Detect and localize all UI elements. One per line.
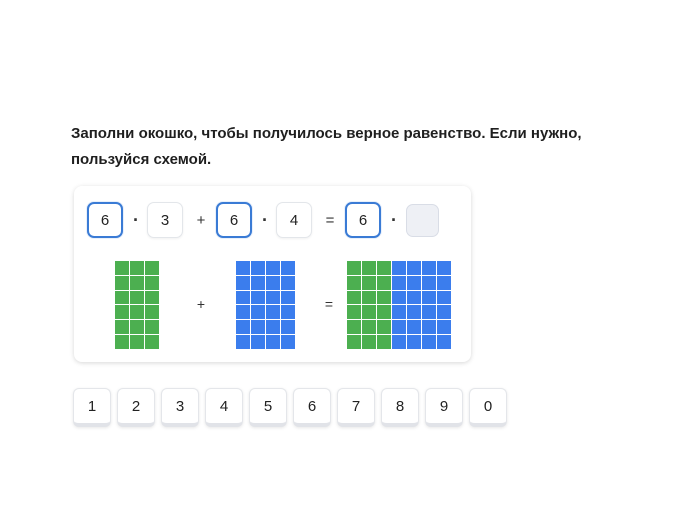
unit-square bbox=[115, 305, 129, 319]
unit-square bbox=[115, 335, 129, 349]
unit-square bbox=[362, 291, 376, 305]
unit-square bbox=[115, 291, 129, 305]
multiply-sign-1: · bbox=[133, 209, 139, 230]
keypad-key-5[interactable]: 5 bbox=[249, 388, 287, 427]
unit-square bbox=[407, 261, 421, 275]
unit-square bbox=[145, 261, 159, 275]
factor-box-d: 4 bbox=[276, 202, 312, 238]
unit-square bbox=[130, 291, 144, 305]
unit-square bbox=[130, 335, 144, 349]
unit-square bbox=[422, 335, 436, 349]
unit-square bbox=[437, 335, 451, 349]
scheme-grid-green bbox=[115, 261, 159, 349]
unit-square bbox=[236, 276, 250, 290]
scheme-equals-sign: = bbox=[324, 296, 334, 312]
unit-square bbox=[145, 276, 159, 290]
unit-square bbox=[281, 276, 295, 290]
unit-square bbox=[115, 276, 129, 290]
scheme-grid-blue bbox=[236, 261, 295, 349]
unit-square bbox=[347, 291, 361, 305]
unit-square bbox=[437, 320, 451, 334]
unit-square bbox=[362, 320, 376, 334]
factor-box-a: 6 bbox=[87, 202, 123, 238]
keypad-key-7[interactable]: 7 bbox=[337, 388, 375, 427]
plus-sign: + bbox=[196, 211, 206, 229]
unit-square bbox=[362, 305, 376, 319]
keypad-key-4[interactable]: 4 bbox=[205, 388, 243, 427]
keypad-key-8[interactable]: 8 bbox=[381, 388, 419, 427]
unit-square bbox=[407, 305, 421, 319]
keypad-key-2[interactable]: 2 bbox=[117, 388, 155, 427]
unit-square bbox=[362, 276, 376, 290]
unit-square bbox=[407, 335, 421, 349]
unit-square bbox=[115, 320, 129, 334]
unit-square bbox=[251, 261, 265, 275]
unit-square bbox=[422, 261, 436, 275]
unit-square bbox=[145, 305, 159, 319]
unit-square bbox=[377, 261, 391, 275]
unit-square bbox=[377, 305, 391, 319]
unit-square bbox=[407, 276, 421, 290]
unit-square bbox=[377, 320, 391, 334]
unit-square bbox=[392, 335, 406, 349]
unit-square bbox=[266, 261, 280, 275]
scheme-grid-combined bbox=[347, 261, 451, 349]
unit-square bbox=[130, 261, 144, 275]
multiply-sign-2: · bbox=[262, 209, 268, 230]
unit-square bbox=[347, 276, 361, 290]
answer-input-box[interactable] bbox=[406, 204, 439, 237]
multiply-sign-3: · bbox=[391, 209, 397, 230]
unit-square bbox=[130, 320, 144, 334]
unit-square bbox=[422, 305, 436, 319]
unit-square bbox=[251, 276, 265, 290]
scheme-plus-sign: + bbox=[196, 296, 206, 312]
unit-square bbox=[266, 335, 280, 349]
unit-square bbox=[236, 291, 250, 305]
unit-square bbox=[266, 291, 280, 305]
unit-square bbox=[281, 335, 295, 349]
unit-square bbox=[115, 261, 129, 275]
unit-square bbox=[236, 261, 250, 275]
unit-square bbox=[392, 276, 406, 290]
unit-square bbox=[347, 261, 361, 275]
task-prompt bbox=[71, 121, 631, 173]
unit-square bbox=[251, 291, 265, 305]
unit-square bbox=[362, 261, 376, 275]
unit-square bbox=[266, 320, 280, 334]
keypad-key-0[interactable]: 0 bbox=[469, 388, 507, 427]
unit-square bbox=[281, 261, 295, 275]
unit-square bbox=[347, 335, 361, 349]
factor-box-c: 6 bbox=[216, 202, 252, 238]
unit-square bbox=[377, 335, 391, 349]
unit-square bbox=[251, 320, 265, 334]
unit-square bbox=[347, 320, 361, 334]
unit-square bbox=[422, 320, 436, 334]
unit-square bbox=[266, 276, 280, 290]
unit-square bbox=[281, 305, 295, 319]
unit-square bbox=[377, 276, 391, 290]
unit-square bbox=[145, 291, 159, 305]
equals-sign: = bbox=[325, 211, 335, 229]
unit-square bbox=[377, 291, 391, 305]
factor-box-e: 6 bbox=[345, 202, 381, 238]
unit-square bbox=[407, 320, 421, 334]
number-keypad bbox=[73, 388, 507, 427]
task-text-line-1: Заполни окошко, чтобы получилось верное равенство. Если нужно, bbox=[71, 125, 582, 142]
unit-square bbox=[266, 305, 280, 319]
task-text-line-2: пользуйся схемой. bbox=[71, 151, 212, 168]
unit-square bbox=[407, 291, 421, 305]
unit-square bbox=[422, 291, 436, 305]
unit-square bbox=[281, 291, 295, 305]
unit-square bbox=[392, 261, 406, 275]
unit-square bbox=[437, 291, 451, 305]
unit-square bbox=[437, 305, 451, 319]
unit-square bbox=[422, 276, 436, 290]
unit-square bbox=[236, 320, 250, 334]
unit-square bbox=[281, 320, 295, 334]
equation-card bbox=[74, 186, 471, 362]
unit-square bbox=[130, 276, 144, 290]
keypad-key-6[interactable]: 6 bbox=[293, 388, 331, 427]
keypad-key-1[interactable]: 1 bbox=[73, 388, 111, 427]
unit-square bbox=[145, 335, 159, 349]
unit-square bbox=[437, 261, 451, 275]
unit-square bbox=[392, 305, 406, 319]
unit-square bbox=[437, 276, 451, 290]
unit-square bbox=[392, 291, 406, 305]
unit-square bbox=[392, 320, 406, 334]
unit-square bbox=[145, 320, 159, 334]
keypad-key-3[interactable]: 3 bbox=[161, 388, 199, 427]
factor-box-b: 3 bbox=[147, 202, 183, 238]
unit-square bbox=[251, 335, 265, 349]
unit-square bbox=[236, 335, 250, 349]
unit-square bbox=[362, 335, 376, 349]
unit-square bbox=[130, 305, 144, 319]
unit-square bbox=[251, 305, 265, 319]
keypad-key-9[interactable]: 9 bbox=[425, 388, 463, 427]
unit-square bbox=[347, 305, 361, 319]
unit-square bbox=[236, 305, 250, 319]
